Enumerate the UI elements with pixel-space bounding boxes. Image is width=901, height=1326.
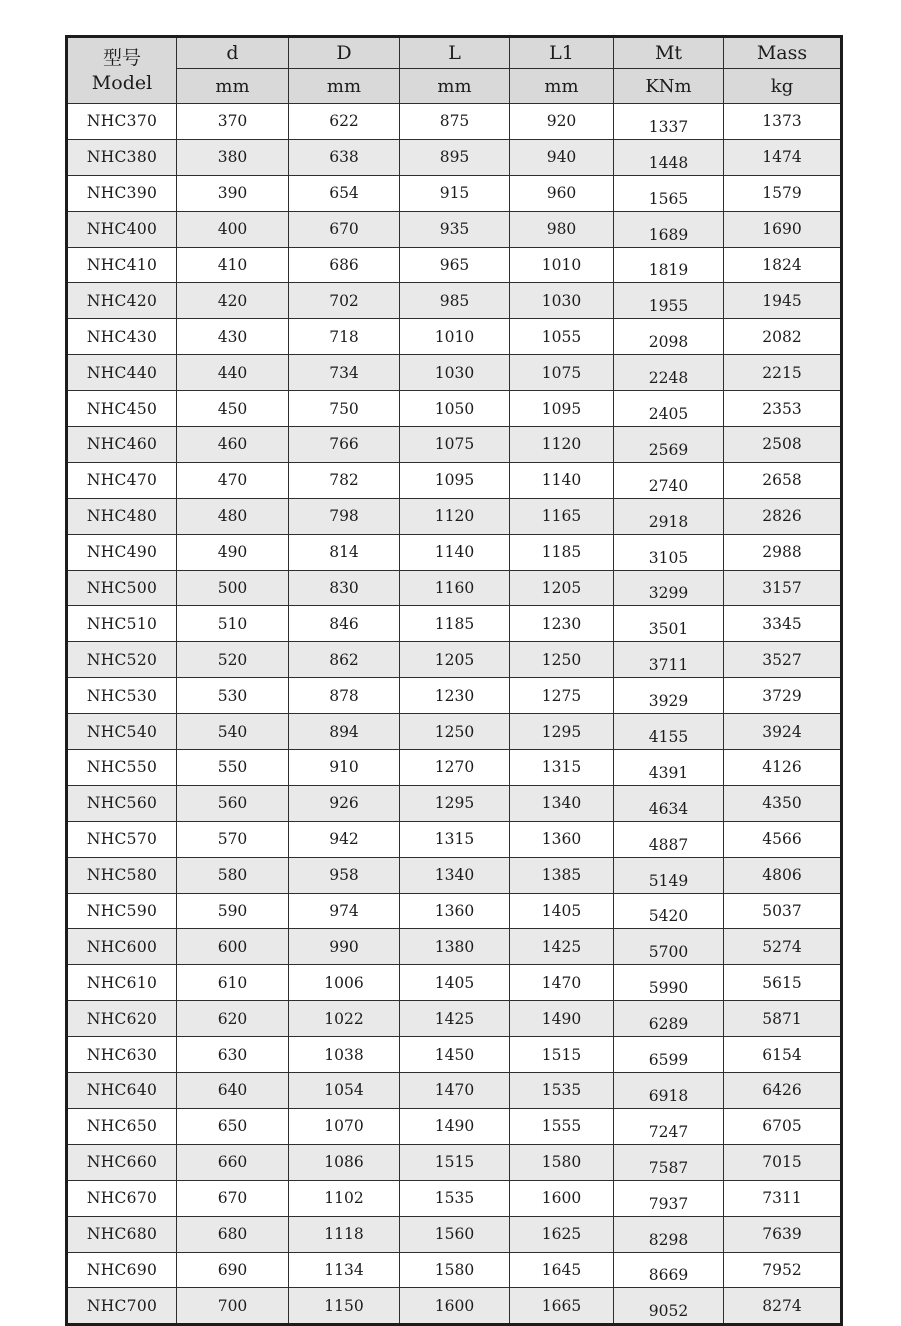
value-cell: 1022 bbox=[289, 1001, 400, 1037]
value-cell: 570 bbox=[177, 821, 289, 857]
model-cell: NHC580 bbox=[67, 857, 177, 893]
table-row bbox=[67, 139, 842, 175]
value-cell: 910 bbox=[289, 750, 400, 786]
table-row bbox=[67, 893, 842, 929]
table-row bbox=[67, 1073, 842, 1109]
value-cell: 460 bbox=[177, 427, 289, 463]
value-cell: 540 bbox=[177, 714, 289, 750]
model-cell: NHC690 bbox=[67, 1252, 177, 1288]
value-cell: 935 bbox=[400, 211, 510, 247]
table-row bbox=[67, 1144, 842, 1180]
value-cell: 990 bbox=[289, 929, 400, 965]
value-cell: 1086 bbox=[289, 1144, 400, 1180]
value-cell: 380 bbox=[177, 139, 289, 175]
value-cell: 5037 bbox=[724, 893, 842, 929]
value-cell: 470 bbox=[177, 462, 289, 498]
value-cell: 1690 bbox=[724, 211, 842, 247]
table-row bbox=[67, 1180, 842, 1216]
value-cell: 1030 bbox=[510, 283, 614, 319]
value-cell: 1373 bbox=[724, 104, 842, 140]
model-cell: NHC510 bbox=[67, 606, 177, 642]
table-body bbox=[67, 104, 842, 1325]
table-row bbox=[67, 462, 842, 498]
table-row bbox=[67, 785, 842, 821]
model-cell: NHC430 bbox=[67, 319, 177, 355]
value-cell: 7952 bbox=[724, 1252, 842, 1288]
value-cell: 6705 bbox=[724, 1108, 842, 1144]
value-cell: 1580 bbox=[510, 1144, 614, 1180]
value-cell: 1450 bbox=[400, 1037, 510, 1073]
value-cell: 8274 bbox=[724, 1288, 842, 1325]
value-cell: 1006 bbox=[289, 965, 400, 1001]
model-cell: NHC470 bbox=[67, 462, 177, 498]
value-cell: 960 bbox=[510, 175, 614, 211]
value-cell: 1600 bbox=[400, 1288, 510, 1325]
value-cell: 430 bbox=[177, 319, 289, 355]
value-cell: 974 bbox=[289, 893, 400, 929]
value-cell: 650 bbox=[177, 1108, 289, 1144]
value-cell: 3157 bbox=[724, 570, 842, 606]
value-cell: 490 bbox=[177, 534, 289, 570]
value-cell: 1625 bbox=[510, 1216, 614, 1252]
value-cell: 1120 bbox=[400, 498, 510, 534]
value-cell: 1337 bbox=[614, 104, 724, 140]
value-cell: 1140 bbox=[400, 534, 510, 570]
column-unit-Mt: KNm bbox=[614, 69, 724, 104]
value-cell: 846 bbox=[289, 606, 400, 642]
value-cell: 1095 bbox=[510, 391, 614, 427]
value-cell: 600 bbox=[177, 929, 289, 965]
value-cell: 798 bbox=[289, 498, 400, 534]
value-cell: 2658 bbox=[724, 462, 842, 498]
value-cell: 1380 bbox=[400, 929, 510, 965]
model-cell: NHC570 bbox=[67, 821, 177, 857]
model-cell: NHC440 bbox=[67, 355, 177, 391]
value-cell: 5274 bbox=[724, 929, 842, 965]
column-unit-d: mm bbox=[177, 69, 289, 104]
model-cell: NHC420 bbox=[67, 283, 177, 319]
table-row bbox=[67, 857, 842, 893]
model-header-cn: 型号 bbox=[102, 46, 141, 69]
value-cell: 942 bbox=[289, 821, 400, 857]
value-cell: 1579 bbox=[724, 175, 842, 211]
value-cell: 926 bbox=[289, 785, 400, 821]
column-header-L: L bbox=[400, 37, 510, 69]
value-cell: 1425 bbox=[510, 929, 614, 965]
column-header-Mass: Mass bbox=[724, 37, 842, 69]
value-cell: 1185 bbox=[400, 606, 510, 642]
value-cell: 4391 bbox=[614, 750, 724, 786]
value-cell: 7937 bbox=[614, 1180, 724, 1216]
column-unit-L: mm bbox=[400, 69, 510, 104]
value-cell: 7015 bbox=[724, 1144, 842, 1180]
value-cell: 3729 bbox=[724, 678, 842, 714]
value-cell: 3527 bbox=[724, 642, 842, 678]
table-header bbox=[67, 37, 842, 104]
model-column-header bbox=[67, 37, 177, 104]
value-cell: 1075 bbox=[400, 427, 510, 463]
value-cell: 4566 bbox=[724, 821, 842, 857]
value-cell: 878 bbox=[289, 678, 400, 714]
table-row bbox=[67, 1288, 842, 1325]
model-cell: NHC520 bbox=[67, 642, 177, 678]
model-cell: NHC400 bbox=[67, 211, 177, 247]
value-cell: 1185 bbox=[510, 534, 614, 570]
value-cell: 8298 bbox=[614, 1216, 724, 1252]
value-cell: 1205 bbox=[400, 642, 510, 678]
table-row bbox=[67, 821, 842, 857]
model-cell: NHC610 bbox=[67, 965, 177, 1001]
table-row bbox=[67, 929, 842, 965]
column-unit-D: mm bbox=[289, 69, 400, 104]
value-cell: 680 bbox=[177, 1216, 289, 1252]
value-cell: 920 bbox=[510, 104, 614, 140]
value-cell: 1645 bbox=[510, 1252, 614, 1288]
table-row bbox=[67, 965, 842, 1001]
model-cell: NHC660 bbox=[67, 1144, 177, 1180]
value-cell: 830 bbox=[289, 570, 400, 606]
value-cell: 1385 bbox=[510, 857, 614, 893]
value-cell: 2826 bbox=[724, 498, 842, 534]
model-cell: NHC630 bbox=[67, 1037, 177, 1073]
value-cell: 1118 bbox=[289, 1216, 400, 1252]
value-cell: 500 bbox=[177, 570, 289, 606]
table-row bbox=[67, 104, 842, 140]
model-cell: NHC590 bbox=[67, 893, 177, 929]
model-cell: NHC410 bbox=[67, 247, 177, 283]
table-row bbox=[67, 498, 842, 534]
model-cell: NHC700 bbox=[67, 1288, 177, 1325]
model-header-en: Model bbox=[91, 71, 153, 94]
value-cell: 3299 bbox=[614, 570, 724, 606]
value-cell: 1665 bbox=[510, 1288, 614, 1325]
value-cell: 4806 bbox=[724, 857, 842, 893]
value-cell: 6289 bbox=[614, 1001, 724, 1037]
value-cell: 1038 bbox=[289, 1037, 400, 1073]
column-header-Mt: Mt bbox=[614, 37, 724, 69]
value-cell: 1470 bbox=[510, 965, 614, 1001]
value-cell: 510 bbox=[177, 606, 289, 642]
table-row bbox=[67, 211, 842, 247]
value-cell: 766 bbox=[289, 427, 400, 463]
column-header-L1: L1 bbox=[510, 37, 614, 69]
value-cell: 660 bbox=[177, 1144, 289, 1180]
value-cell: 1448 bbox=[614, 139, 724, 175]
value-cell: 3105 bbox=[614, 534, 724, 570]
value-cell: 654 bbox=[289, 175, 400, 211]
value-cell: 1230 bbox=[400, 678, 510, 714]
value-cell: 7587 bbox=[614, 1144, 724, 1180]
value-cell: 1340 bbox=[400, 857, 510, 893]
value-cell: 1535 bbox=[400, 1180, 510, 1216]
value-cell: 3929 bbox=[614, 678, 724, 714]
value-cell: 4350 bbox=[724, 785, 842, 821]
table-row bbox=[67, 678, 842, 714]
value-cell: 6599 bbox=[614, 1037, 724, 1073]
value-cell: 2082 bbox=[724, 319, 842, 355]
value-cell: 702 bbox=[289, 283, 400, 319]
value-cell: 622 bbox=[289, 104, 400, 140]
model-cell: NHC450 bbox=[67, 391, 177, 427]
value-cell: 6426 bbox=[724, 1073, 842, 1109]
value-cell: 1405 bbox=[510, 893, 614, 929]
value-cell: 670 bbox=[177, 1180, 289, 1216]
value-cell: 1250 bbox=[400, 714, 510, 750]
table-row bbox=[67, 427, 842, 463]
value-cell: 1490 bbox=[510, 1001, 614, 1037]
table-row bbox=[67, 534, 842, 570]
value-cell: 1295 bbox=[400, 785, 510, 821]
value-cell: 1819 bbox=[614, 247, 724, 283]
value-cell: 1945 bbox=[724, 283, 842, 319]
value-cell: 2405 bbox=[614, 391, 724, 427]
value-cell: 1474 bbox=[724, 139, 842, 175]
value-cell: 686 bbox=[289, 247, 400, 283]
value-cell: 1150 bbox=[289, 1288, 400, 1325]
value-cell: 5420 bbox=[614, 893, 724, 929]
value-cell: 2918 bbox=[614, 498, 724, 534]
value-cell: 814 bbox=[289, 534, 400, 570]
value-cell: 1165 bbox=[510, 498, 614, 534]
value-cell: 4155 bbox=[614, 714, 724, 750]
table-row bbox=[67, 355, 842, 391]
value-cell: 1230 bbox=[510, 606, 614, 642]
value-cell: 640 bbox=[177, 1073, 289, 1109]
value-cell: 1580 bbox=[400, 1252, 510, 1288]
value-cell: 1600 bbox=[510, 1180, 614, 1216]
value-cell: 620 bbox=[177, 1001, 289, 1037]
model-cell: NHC540 bbox=[67, 714, 177, 750]
value-cell: 370 bbox=[177, 104, 289, 140]
model-cell: NHC490 bbox=[67, 534, 177, 570]
value-cell: 7311 bbox=[724, 1180, 842, 1216]
value-cell: 940 bbox=[510, 139, 614, 175]
value-cell: 1555 bbox=[510, 1108, 614, 1144]
table-row bbox=[67, 1108, 842, 1144]
value-cell: 700 bbox=[177, 1288, 289, 1325]
model-cell: NHC390 bbox=[67, 175, 177, 211]
value-cell: 782 bbox=[289, 462, 400, 498]
value-cell: 7247 bbox=[614, 1108, 724, 1144]
value-cell: 1095 bbox=[400, 462, 510, 498]
value-cell: 1824 bbox=[724, 247, 842, 283]
value-cell: 1315 bbox=[400, 821, 510, 857]
table-row bbox=[67, 283, 842, 319]
value-cell: 5990 bbox=[614, 965, 724, 1001]
value-cell: 985 bbox=[400, 283, 510, 319]
value-cell: 5149 bbox=[614, 857, 724, 893]
value-cell: 2740 bbox=[614, 462, 724, 498]
value-cell: 1030 bbox=[400, 355, 510, 391]
table-row bbox=[67, 714, 842, 750]
value-cell: 390 bbox=[177, 175, 289, 211]
value-cell: 1405 bbox=[400, 965, 510, 1001]
value-cell: 1250 bbox=[510, 642, 614, 678]
value-cell: 875 bbox=[400, 104, 510, 140]
value-cell: 1689 bbox=[614, 211, 724, 247]
value-cell: 1295 bbox=[510, 714, 614, 750]
value-cell: 895 bbox=[400, 139, 510, 175]
value-cell: 1425 bbox=[400, 1001, 510, 1037]
value-cell: 3345 bbox=[724, 606, 842, 642]
value-cell: 5615 bbox=[724, 965, 842, 1001]
value-cell: 3501 bbox=[614, 606, 724, 642]
column-unit-L1: mm bbox=[510, 69, 614, 104]
value-cell: 450 bbox=[177, 391, 289, 427]
value-cell: 520 bbox=[177, 642, 289, 678]
value-cell: 2248 bbox=[614, 355, 724, 391]
value-cell: 2988 bbox=[724, 534, 842, 570]
value-cell: 550 bbox=[177, 750, 289, 786]
value-cell: 590 bbox=[177, 893, 289, 929]
value-cell: 1050 bbox=[400, 391, 510, 427]
value-cell: 1470 bbox=[400, 1073, 510, 1109]
model-cell: NHC480 bbox=[67, 498, 177, 534]
value-cell: 410 bbox=[177, 247, 289, 283]
value-cell: 734 bbox=[289, 355, 400, 391]
value-cell: 862 bbox=[289, 642, 400, 678]
value-cell: 2098 bbox=[614, 319, 724, 355]
value-cell: 1055 bbox=[510, 319, 614, 355]
value-cell: 7639 bbox=[724, 1216, 842, 1252]
table-row bbox=[67, 1037, 842, 1073]
value-cell: 5871 bbox=[724, 1001, 842, 1037]
value-cell: 6918 bbox=[614, 1073, 724, 1109]
model-cell: NHC550 bbox=[67, 750, 177, 786]
value-cell: 1315 bbox=[510, 750, 614, 786]
value-cell: 1565 bbox=[614, 175, 724, 211]
model-cell: NHC370 bbox=[67, 104, 177, 140]
value-cell: 670 bbox=[289, 211, 400, 247]
column-unit-Mass: kg bbox=[724, 69, 842, 104]
value-cell: 1134 bbox=[289, 1252, 400, 1288]
value-cell: 3924 bbox=[724, 714, 842, 750]
model-cell: NHC650 bbox=[67, 1108, 177, 1144]
value-cell: 1054 bbox=[289, 1073, 400, 1109]
table-row bbox=[67, 247, 842, 283]
header-label-row bbox=[67, 37, 842, 69]
model-cell: NHC670 bbox=[67, 1180, 177, 1216]
value-cell: 1515 bbox=[400, 1144, 510, 1180]
header-unit-row bbox=[67, 69, 842, 104]
value-cell: 980 bbox=[510, 211, 614, 247]
value-cell: 530 bbox=[177, 678, 289, 714]
model-cell: NHC640 bbox=[67, 1073, 177, 1109]
model-cell: NHC600 bbox=[67, 929, 177, 965]
value-cell: 580 bbox=[177, 857, 289, 893]
model-cell: NHC560 bbox=[67, 785, 177, 821]
value-cell: 2215 bbox=[724, 355, 842, 391]
value-cell: 4126 bbox=[724, 750, 842, 786]
table-row bbox=[67, 1216, 842, 1252]
value-cell: 1010 bbox=[510, 247, 614, 283]
value-cell: 1010 bbox=[400, 319, 510, 355]
model-cell: NHC380 bbox=[67, 139, 177, 175]
model-cell: NHC460 bbox=[67, 427, 177, 463]
value-cell: 400 bbox=[177, 211, 289, 247]
value-cell: 965 bbox=[400, 247, 510, 283]
value-cell: 4634 bbox=[614, 785, 724, 821]
value-cell: 1275 bbox=[510, 678, 614, 714]
value-cell: 638 bbox=[289, 139, 400, 175]
value-cell: 690 bbox=[177, 1252, 289, 1288]
value-cell: 1270 bbox=[400, 750, 510, 786]
value-cell: 440 bbox=[177, 355, 289, 391]
value-cell: 8669 bbox=[614, 1252, 724, 1288]
value-cell: 630 bbox=[177, 1037, 289, 1073]
value-cell: 1075 bbox=[510, 355, 614, 391]
value-cell: 2508 bbox=[724, 427, 842, 463]
value-cell: 915 bbox=[400, 175, 510, 211]
table-row bbox=[67, 570, 842, 606]
table-row bbox=[67, 750, 842, 786]
value-cell: 1360 bbox=[400, 893, 510, 929]
value-cell: 1360 bbox=[510, 821, 614, 857]
table-row bbox=[67, 1252, 842, 1288]
column-header-d: d bbox=[177, 37, 289, 69]
value-cell: 1560 bbox=[400, 1216, 510, 1252]
spec-table bbox=[65, 35, 843, 1326]
value-cell: 1102 bbox=[289, 1180, 400, 1216]
value-cell: 1535 bbox=[510, 1073, 614, 1109]
value-cell: 610 bbox=[177, 965, 289, 1001]
table-row bbox=[67, 319, 842, 355]
table-row bbox=[67, 1001, 842, 1037]
table-row bbox=[67, 175, 842, 211]
value-cell: 3711 bbox=[614, 642, 724, 678]
value-cell: 6154 bbox=[724, 1037, 842, 1073]
value-cell: 1490 bbox=[400, 1108, 510, 1144]
value-cell: 1205 bbox=[510, 570, 614, 606]
value-cell: 958 bbox=[289, 857, 400, 893]
value-cell: 1515 bbox=[510, 1037, 614, 1073]
table-row bbox=[67, 606, 842, 642]
value-cell: 718 bbox=[289, 319, 400, 355]
model-cell: NHC500 bbox=[67, 570, 177, 606]
table-row bbox=[67, 642, 842, 678]
value-cell: 5700 bbox=[614, 929, 724, 965]
value-cell: 2569 bbox=[614, 427, 724, 463]
value-cell: 1340 bbox=[510, 785, 614, 821]
value-cell: 1070 bbox=[289, 1108, 400, 1144]
value-cell: 9052 bbox=[614, 1288, 724, 1325]
value-cell: 2353 bbox=[724, 391, 842, 427]
model-cell: NHC680 bbox=[67, 1216, 177, 1252]
table-row bbox=[67, 391, 842, 427]
value-cell: 1140 bbox=[510, 462, 614, 498]
column-header-D: D bbox=[289, 37, 400, 69]
model-cell: NHC530 bbox=[67, 678, 177, 714]
value-cell: 750 bbox=[289, 391, 400, 427]
value-cell: 1160 bbox=[400, 570, 510, 606]
value-cell: 1120 bbox=[510, 427, 614, 463]
value-cell: 4887 bbox=[614, 821, 724, 857]
model-cell: NHC620 bbox=[67, 1001, 177, 1037]
value-cell: 560 bbox=[177, 785, 289, 821]
value-cell: 420 bbox=[177, 283, 289, 319]
value-cell: 480 bbox=[177, 498, 289, 534]
value-cell: 894 bbox=[289, 714, 400, 750]
value-cell: 1955 bbox=[614, 283, 724, 319]
